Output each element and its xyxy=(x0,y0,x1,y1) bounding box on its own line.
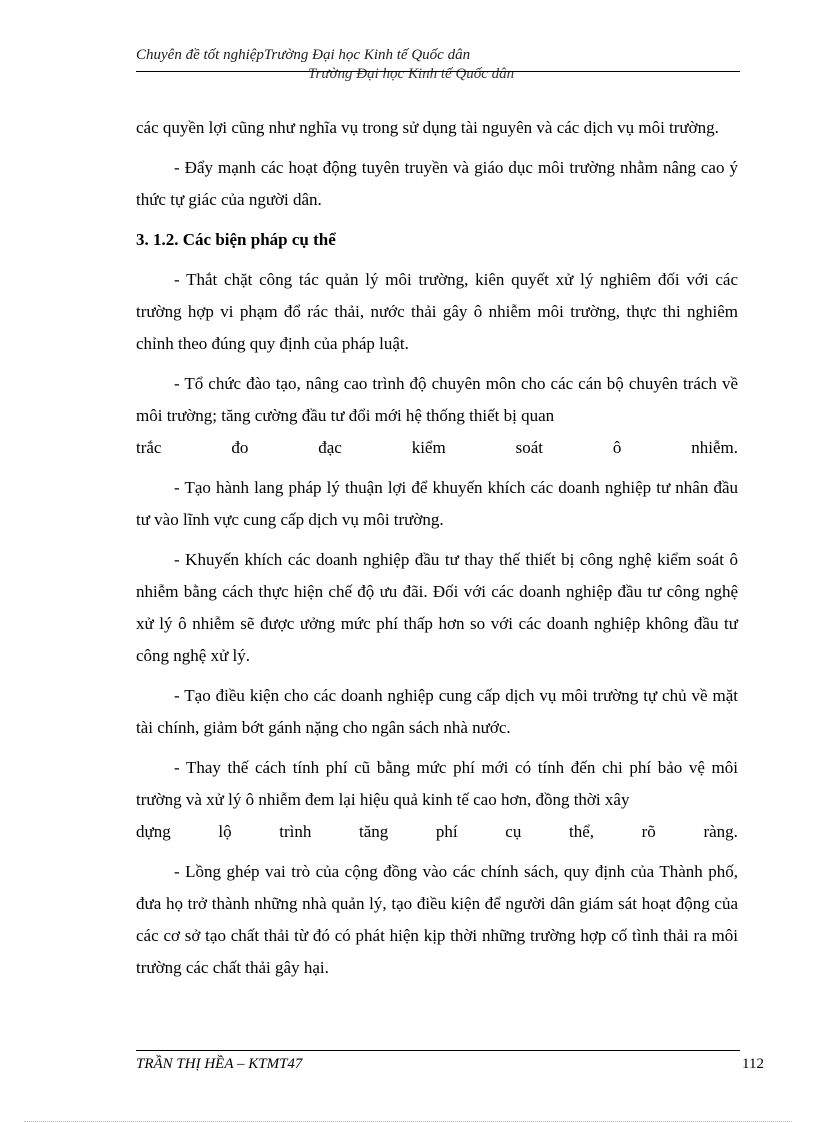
word: nhiễm. xyxy=(691,438,738,457)
word: phí xyxy=(435,822,458,841)
word: dựng xyxy=(136,822,171,841)
page-header xyxy=(136,46,740,84)
header-divider xyxy=(136,71,740,72)
word: đạc xyxy=(318,438,342,457)
paragraph: - Lồng ghép vai trò của cộng đồng vào các chính sách, quy định của Thành phố, đưa họ trở thành những nhà quản lý, tạo điều kiện để người dân giám sát hoạt động của các cơ sở tạo chất thải từ đó có phát hiện kịp thời những trường hợp cố tình thải ra môi trường các chất thải gây hại. xyxy=(136,862,738,977)
paragraph: - Tạo hành lang pháp lý thuận lợi để khuyến khích các doanh nghiệp tư nhân đầu tư vào lĩnh vực cung cấp dịch vụ môi trường. xyxy=(136,478,738,529)
word: tăng xyxy=(358,822,389,841)
word: soát xyxy=(515,438,543,457)
word: rõ xyxy=(641,822,656,841)
paragraph xyxy=(136,368,738,432)
paragraph: - Khuyến khích các doanh nghiệp đầu tư thay thế thiết bị công nghệ kiểm soát ô nhiễm bằng cách thực hiện chế độ ưu đãi. Đối với các doanh nghiệp đầu tư công nghệ xử lý ô nhiễm sẽ được ưởng mức phí thấp hơn so với các doanh nghiệp không đầu tư công nghệ xử lý. xyxy=(136,550,738,665)
paragraph-text: - Tổ chức đào tạo, nâng cao trình độ chuyên môn cho các cán bộ chuyên trách về môi trường; tăng cường đầu tư đổi mới hệ thống thiết bị quan xyxy=(136,374,738,425)
paragraph: các quyền lợi cũng như nghĩa vụ trong sử dụng tài nguyên và các dịch vụ môi trường. xyxy=(136,118,719,137)
page-edge xyxy=(24,1121,792,1122)
word: trình xyxy=(279,822,312,841)
word: đo xyxy=(231,438,249,457)
section-heading: 3. 1.2. Các biện pháp cụ thể xyxy=(136,230,336,249)
word: lộ xyxy=(218,822,232,841)
paragraph-last-line xyxy=(136,432,738,464)
footer-author: TRẦN THỊ HỀA – KTMT47 xyxy=(136,1056,303,1072)
header-subtitle: Trường Đại học Kinh tế Quốc dân xyxy=(308,66,515,82)
word: cụ xyxy=(505,822,522,841)
word: trắc xyxy=(136,438,162,457)
word: ràng. xyxy=(703,822,738,841)
word: ô xyxy=(612,438,622,457)
paragraph xyxy=(136,752,738,816)
paragraph: - Đẩy mạnh các hoạt động tuyên truyền và giáo dục môi trường nhằm nâng cao ý thức tự giác của người dân. xyxy=(136,158,738,209)
paragraph: - Thắt chặt công tác quản lý môi trường, kiên quyết xử lý nghiêm đối với các trường hợp vi phạm đổ rác thải, nước thải gây ô nhiễm môi trường, thực thi nghiêm chỉnh theo đúng quy định của pháp luật. xyxy=(136,270,738,353)
header-title: Chuyên đề tốt nghiệpTrường Đại học Kinh tế Quốc dân xyxy=(136,47,471,63)
paragraph-text: - Thay thế cách tính phí cũ bằng mức phí mới có tính đến chi phí bảo vệ môi trường và xử lý ô nhiễm đem lại hiệu quả kinh tế cao hơn, đồng thời xây xyxy=(136,758,738,809)
document-body xyxy=(136,112,738,992)
paragraph-last-line xyxy=(136,816,738,848)
footer-divider xyxy=(136,1050,740,1051)
word: kiểm xyxy=(411,438,446,457)
page-number: 112 xyxy=(742,1056,764,1072)
word: thể, xyxy=(568,822,594,841)
paragraph: - Tạo điều kiện cho các doanh nghiệp cung cấp dịch vụ môi trường tự chủ về mặt tài chính, giảm bớt gánh nặng cho ngân sách nhà nước. xyxy=(136,686,738,737)
